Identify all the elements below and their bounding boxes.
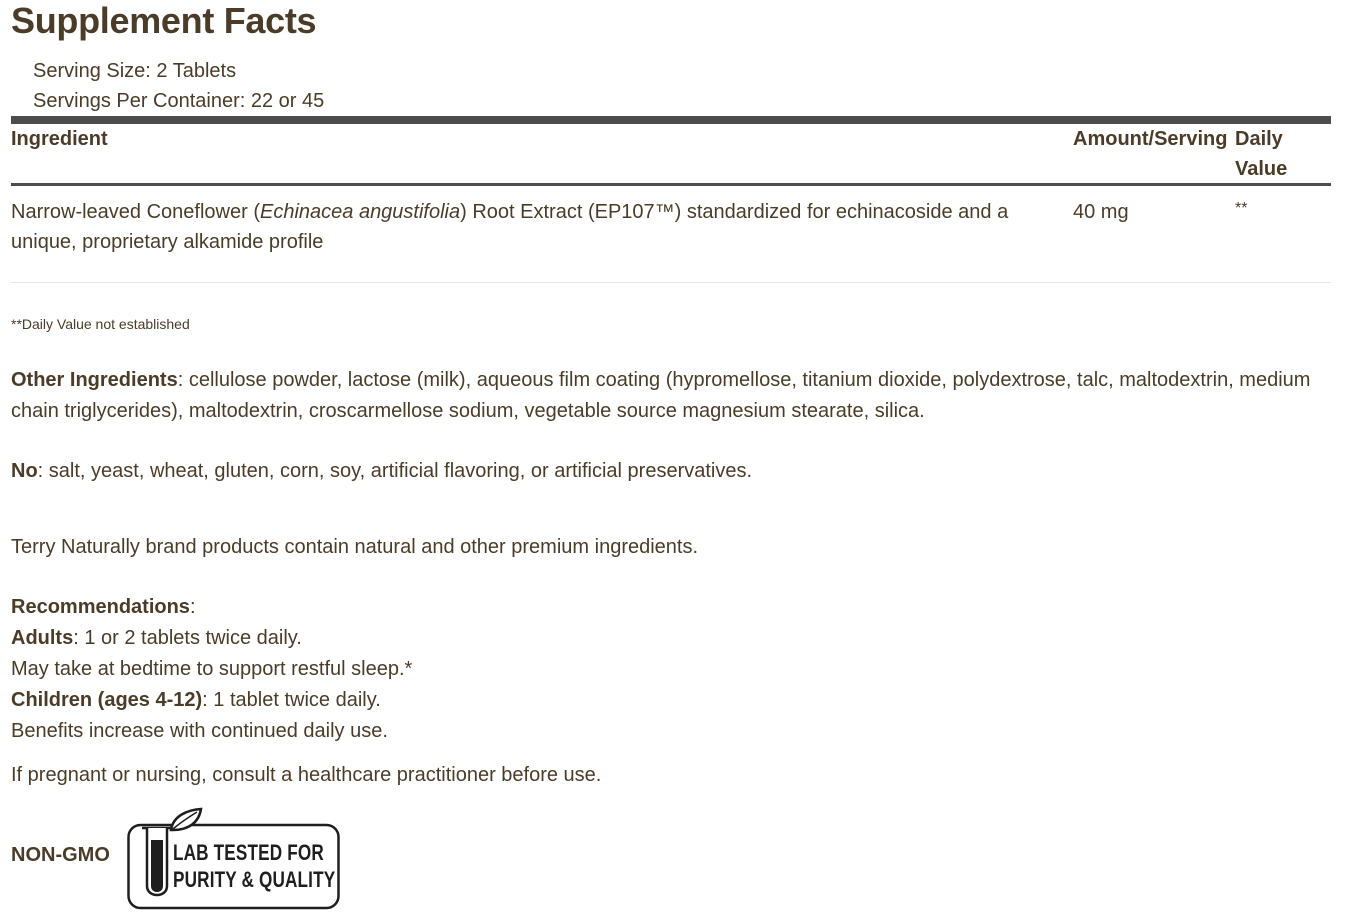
header-ingredient: Ingredient xyxy=(11,128,108,150)
other-ingredients-label: Other Ingredients xyxy=(11,369,178,391)
free-from-label: No xyxy=(11,460,38,482)
non-gmo-label: NON-GMO xyxy=(11,844,110,866)
header-divider xyxy=(11,183,1331,186)
table-row-daily-value: ** xyxy=(1235,200,1248,217)
children-label: Children (ages 4-12) xyxy=(11,689,203,711)
recommendations-heading xyxy=(11,592,1331,623)
lab-tested-line1: LAB TESTED FOR xyxy=(173,840,324,865)
free-from-text: : salt, yeast, wheat, gluten, corn, soy, artificial flavoring, or artificial preservatives. xyxy=(37,460,753,482)
serving-size: Serving Size: 2 Tablets xyxy=(33,60,237,82)
ingredient-latin-name: Echinacea angustifolia xyxy=(259,201,461,223)
recommendations-colon: : xyxy=(189,596,196,618)
benefits-note: Benefits increase with continued daily use. xyxy=(11,720,388,742)
adults-dosage xyxy=(11,623,1331,654)
adults-label: Adults xyxy=(11,627,74,649)
children-dosage xyxy=(11,685,1331,716)
ingredient-suffix: ) Root Extract (EP107™) standardized for echinacoside and a unique, proprietary alkamide profile xyxy=(11,201,1009,253)
other-ingredients xyxy=(11,365,1331,427)
brand-note: Terry Naturally brand products contain natural and other premium ingredients. xyxy=(11,536,699,558)
children-text: : 1 tablet twice daily. xyxy=(202,689,381,711)
pregnancy-warning: If pregnant or nursing, consult a healthcare practitioner before use. xyxy=(11,764,602,786)
header-daily-value: Daily Value xyxy=(1235,128,1288,180)
bedtime-note: May take at bedtime to support restful sleep.* xyxy=(11,658,413,680)
daily-value-footnote: **Daily Value not established xyxy=(11,316,190,332)
recommendations xyxy=(11,592,1331,747)
free-from-list xyxy=(11,456,1331,487)
recommendations-label: Recommendations xyxy=(11,596,190,618)
adults-text: : 1 or 2 tablets twice daily. xyxy=(73,627,302,649)
table-row-amount: 40 mg xyxy=(1073,201,1129,223)
table-row-ingredient xyxy=(11,197,1061,257)
servings-per-container: Servings Per Container: 22 or 45 xyxy=(33,90,325,112)
table-bottom-divider xyxy=(11,282,1331,283)
lab-tested-badge xyxy=(127,806,341,910)
page-title: Supplement Facts xyxy=(11,0,317,41)
ingredient-prefix: Narrow-leaved Coneflower ( xyxy=(11,201,260,223)
table-top-divider xyxy=(11,116,1331,124)
other-ingredients-text: : cellulose powder, lactose (milk), aqueous film coating (hypromellose, titanium dioxide, polydextrose, talc, maltodextrin, medium chain triglycerides), maltodextrin, croscarmellose sodium, vegetable source magnesium stearate, silica. xyxy=(11,369,1311,422)
header-amount: Amount/Serving xyxy=(1073,128,1228,150)
lab-tested-line2: PURITY & QUALITY xyxy=(173,867,336,892)
